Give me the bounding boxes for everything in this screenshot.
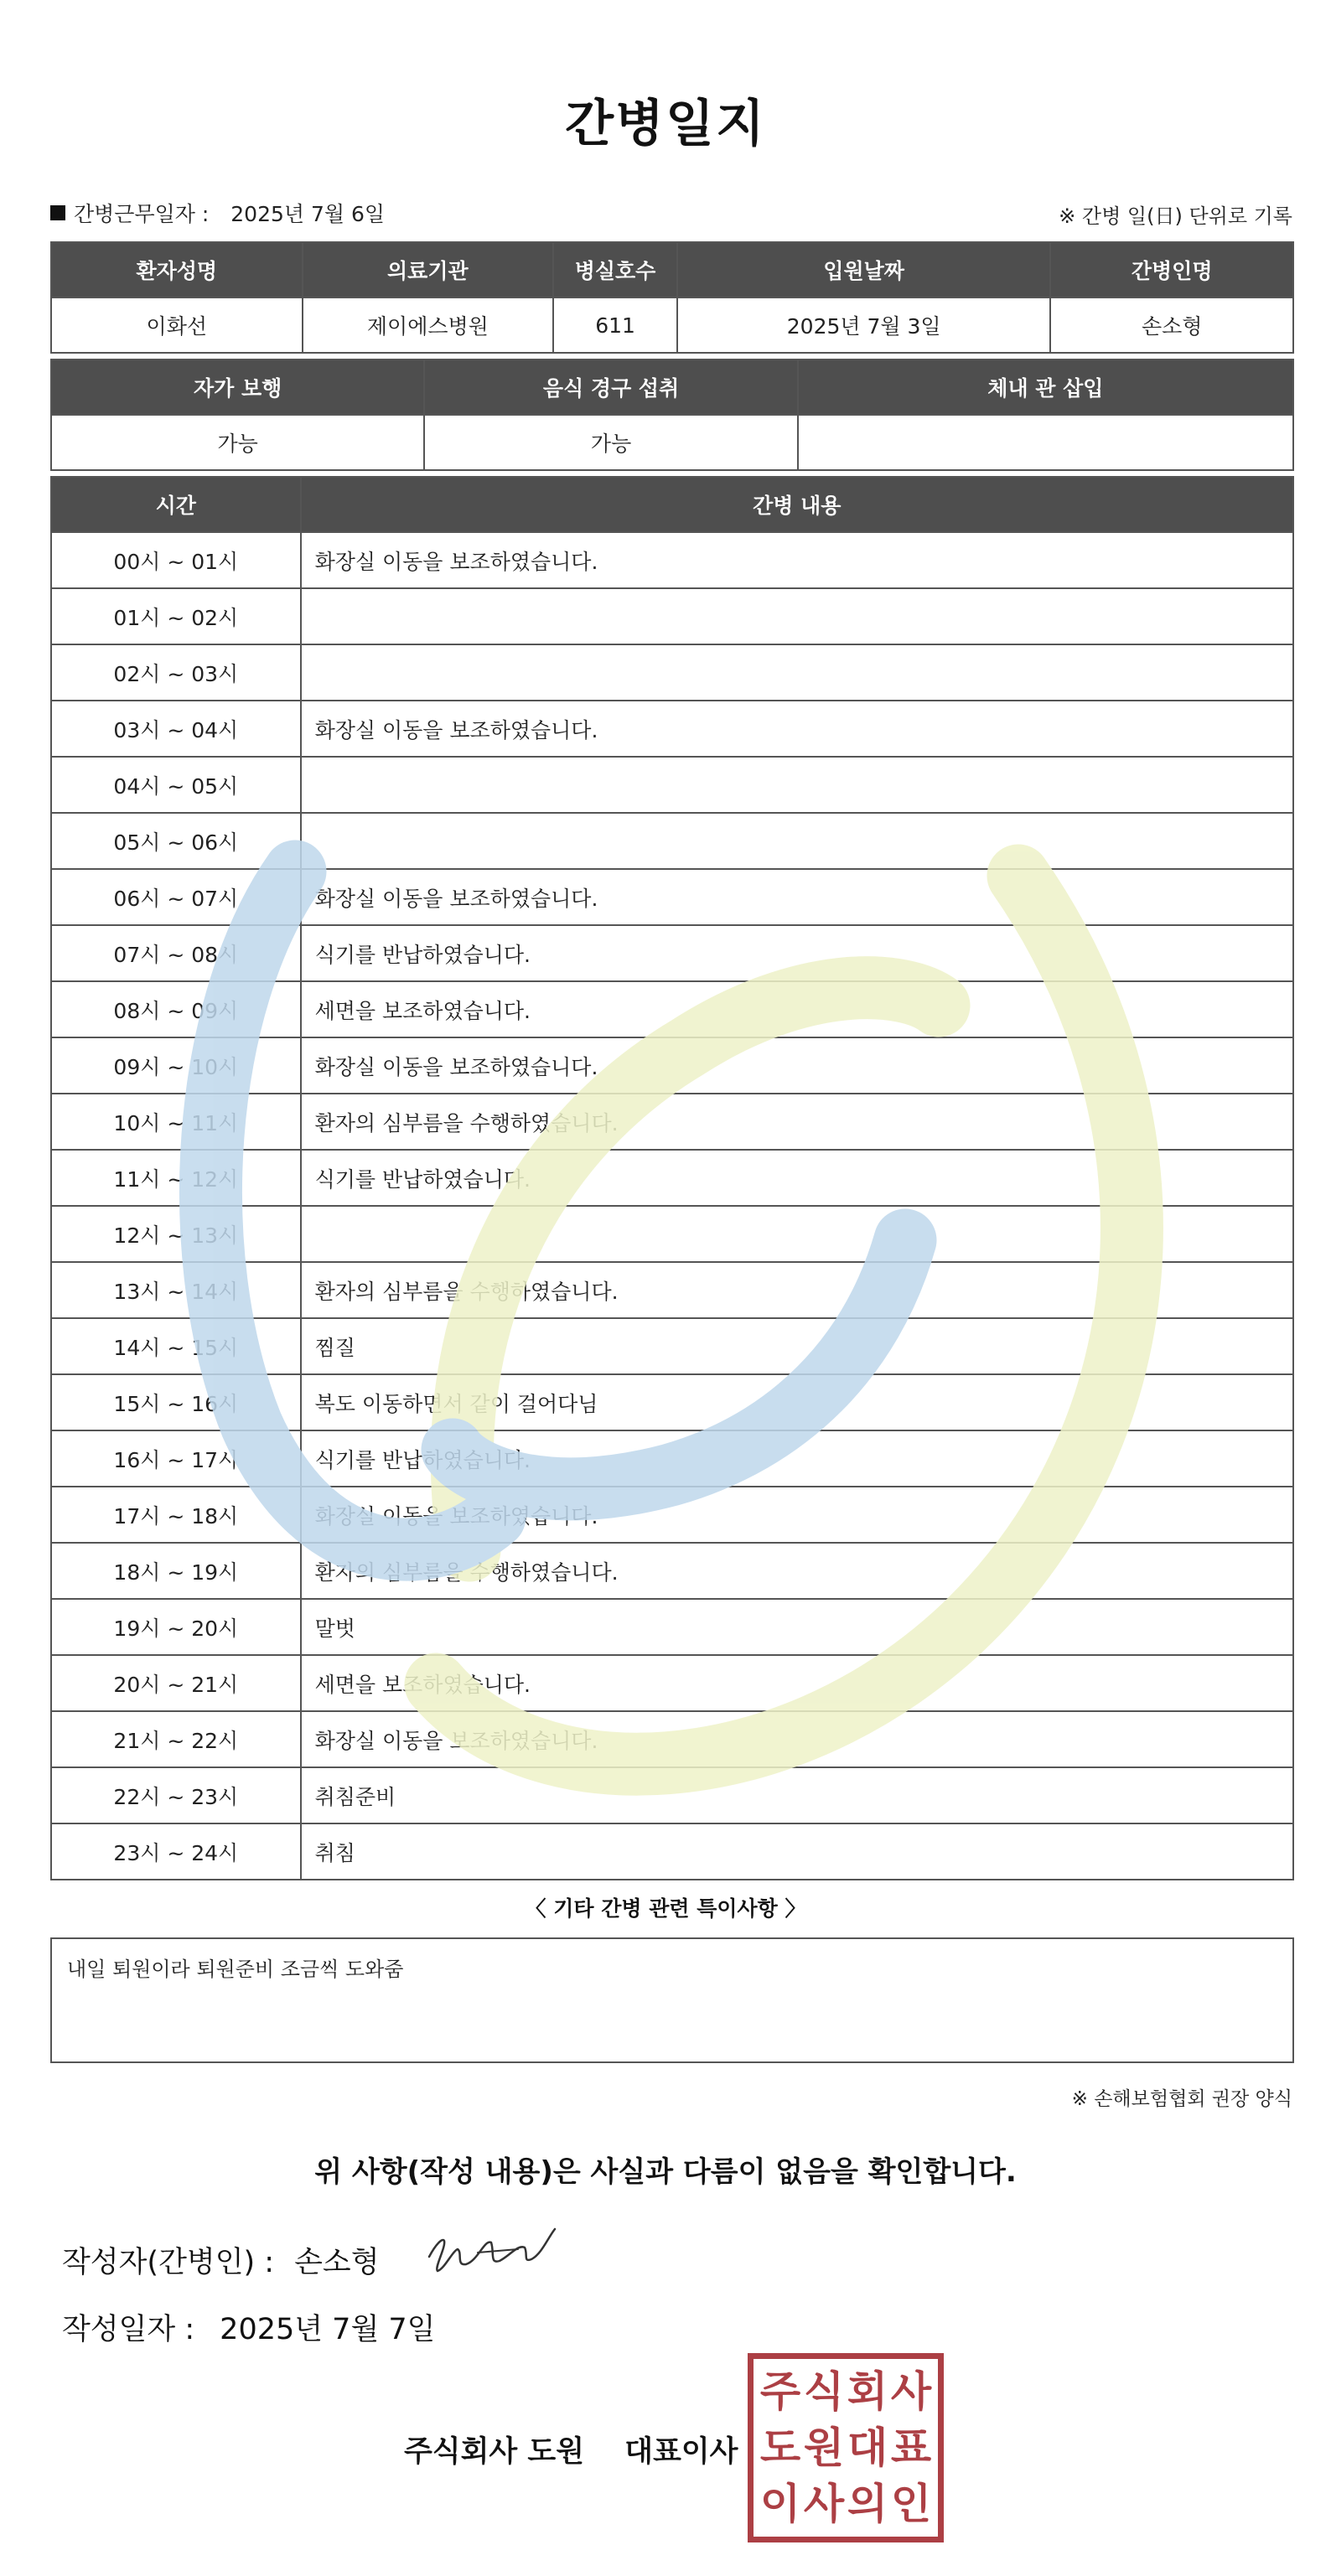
- patient-info-table: [50, 241, 1294, 354]
- content-cell: [301, 588, 1293, 644]
- writer-name: 손소형: [294, 2246, 380, 2279]
- time-cell: 21시 ~ 22시: [51, 1711, 301, 1767]
- content-cell: 찜질: [301, 1318, 1293, 1374]
- square-bullet-icon: [50, 205, 65, 220]
- content-cell: [301, 1206, 1293, 1262]
- time-cell: 04시 ~ 05시: [51, 757, 301, 813]
- header-tube-insertion: 체내 관 삽입: [798, 360, 1293, 415]
- seal-char: 표: [890, 2423, 932, 2472]
- content-cell: [301, 813, 1293, 869]
- time-cell: 01시 ~ 02시: [51, 588, 301, 644]
- time-cell: 14시 ~ 15시: [51, 1318, 301, 1374]
- caregiver-name: 손소형: [1050, 297, 1293, 353]
- table-row: [51, 1206, 1293, 1262]
- table-row: [51, 1094, 1293, 1150]
- content-cell: 세면을 보조하였습니다.: [301, 981, 1293, 1037]
- content-cell: 화장실 이동을 보조하였습니다.: [301, 1711, 1293, 1767]
- table-row: [51, 1037, 1293, 1094]
- table-row: [51, 1374, 1293, 1430]
- care-log-table: [50, 476, 1294, 1880]
- table-row: [51, 869, 1293, 925]
- time-cell: 15시 ~ 16시: [51, 1374, 301, 1430]
- time-cell: 17시 ~ 18시: [51, 1487, 301, 1543]
- table-row: [51, 925, 1293, 981]
- table-header-row: [51, 360, 1293, 415]
- time-cell: 12시 ~ 13시: [51, 1206, 301, 1262]
- seal-char: 주: [759, 2367, 801, 2417]
- notes-title: 〈 기타 간병 관련 특이사항 〉: [525, 1896, 806, 1921]
- time-cell: 20시 ~ 21시: [51, 1655, 301, 1711]
- content-cell: 말벗: [301, 1599, 1293, 1655]
- time-cell: 10시 ~ 11시: [51, 1094, 301, 1150]
- content-cell: [301, 757, 1293, 813]
- confirmation-statement: 위 사항(작성 내용)은 사실과 다름이 없음을 확인합니다.: [314, 2155, 1017, 2189]
- writer-label: 작성자(간병인) :: [62, 2246, 275, 2279]
- table-row: [51, 1262, 1293, 1318]
- time-cell: 16시 ~ 17시: [51, 1430, 301, 1487]
- time-cell: 18시 ~ 19시: [51, 1543, 301, 1599]
- table-row: [51, 588, 1293, 644]
- header-care-content: 간병 내용: [301, 477, 1293, 532]
- work-date-label: 간병근무일자 :: [74, 202, 210, 226]
- seal-char: 식: [803, 2367, 845, 2417]
- content-cell: 환자의 심부름을 수행하였습니다.: [301, 1094, 1293, 1150]
- table-header-row: [51, 477, 1293, 532]
- time-cell: 05시 ~ 06시: [51, 813, 301, 869]
- content-cell: 화장실 이동을 보조하였습니다.: [301, 1487, 1293, 1543]
- content-cell: [301, 644, 1293, 701]
- table-row: [51, 1150, 1293, 1206]
- content-cell: 화장실 이동을 보조하였습니다.: [301, 1037, 1293, 1094]
- time-cell: 11시 ~ 12시: [51, 1150, 301, 1206]
- company-signature: [404, 2429, 738, 2470]
- company-name: 주식회사 도원: [404, 2435, 585, 2469]
- unit-note: ※ 간병 일(日) 단위로 기록: [1059, 204, 1292, 228]
- table-row: [51, 701, 1293, 757]
- seal-char: 회: [847, 2367, 888, 2417]
- content-cell: 취침: [301, 1823, 1293, 1880]
- time-cell: 02시 ~ 03시: [51, 644, 301, 701]
- signature: [419, 2219, 570, 2286]
- header-walking: 자가 보행: [51, 360, 424, 415]
- seal-char: 인: [890, 2479, 932, 2528]
- table-row: [51, 1711, 1293, 1767]
- content-cell: 식기를 반납하였습니다.: [301, 925, 1293, 981]
- representative-title: 대표이사: [624, 2435, 738, 2469]
- time-cell: 07시 ~ 08시: [51, 925, 301, 981]
- seal-char: 대: [847, 2423, 888, 2472]
- seal-char: 원: [803, 2423, 845, 2472]
- written-date-line: [62, 2306, 435, 2348]
- table-row: [51, 415, 1293, 470]
- page-title: 간병일지: [565, 95, 766, 153]
- header-admission-date: 입원날짜: [677, 242, 1050, 297]
- header-hospital: 의료기관: [303, 242, 554, 297]
- table-row: [51, 1767, 1293, 1823]
- table-row: [51, 1543, 1293, 1599]
- content-cell: 환자의 심부름을 수행하였습니다.: [301, 1262, 1293, 1318]
- walking-value: 가능: [51, 415, 424, 470]
- time-cell: 09시 ~ 10시: [51, 1037, 301, 1094]
- seal-characters: [759, 2364, 933, 2532]
- header-caregiver-name: 간병인명: [1050, 242, 1293, 297]
- time-cell: 22시 ~ 23시: [51, 1767, 301, 1823]
- table-row: [51, 981, 1293, 1037]
- table-row: [51, 813, 1293, 869]
- room-number: 611: [553, 297, 677, 353]
- table-row: [51, 1655, 1293, 1711]
- content-cell: 식기를 반납하였습니다.: [301, 1150, 1293, 1206]
- content-cell: 화장실 이동을 보조하였습니다.: [301, 701, 1293, 757]
- table-row: [51, 297, 1293, 353]
- notes-content: 내일 퇴원이라 퇴원준비 조금씩 도와줌: [50, 1937, 1294, 2063]
- content-cell: 세면을 보조하였습니다.: [301, 1655, 1293, 1711]
- hospital: 제이에스병원: [303, 297, 554, 353]
- time-cell: 23시 ~ 24시: [51, 1823, 301, 1880]
- content-cell: 화장실 이동을 보조하였습니다.: [301, 532, 1293, 588]
- header-room: 병실호수: [553, 242, 677, 297]
- table-header-row: [51, 242, 1293, 297]
- writer-line: [62, 2239, 380, 2281]
- seal-char: 도: [759, 2423, 801, 2472]
- header-patient-name: 환자성명: [51, 242, 303, 297]
- seal-char: 사: [890, 2367, 932, 2417]
- work-date: [50, 198, 385, 228]
- table-row: [51, 532, 1293, 588]
- seal-char: 사: [803, 2479, 845, 2528]
- care-log-body: [51, 532, 1293, 1880]
- table-row: [51, 644, 1293, 701]
- patient-status-table: [50, 359, 1294, 471]
- table-row: [51, 1599, 1293, 1655]
- content-cell: 화장실 이동을 보조하였습니다.: [301, 869, 1293, 925]
- written-date-value: 2025년 7월 7일: [220, 2313, 436, 2346]
- admission-date: 2025년 7월 3일: [677, 297, 1050, 353]
- time-cell: 08시 ~ 09시: [51, 981, 301, 1037]
- content-cell: 환자의 심부름을 수행하였습니다.: [301, 1543, 1293, 1599]
- table-row: [51, 1430, 1293, 1487]
- time-cell: 03시 ~ 04시: [51, 701, 301, 757]
- header-time: 시간: [51, 477, 301, 532]
- table-row: [51, 757, 1293, 813]
- table-row: [51, 1487, 1293, 1543]
- work-date-value: 2025년 7월 6일: [230, 202, 386, 226]
- table-row: [51, 1823, 1293, 1880]
- time-cell: 06시 ~ 07시: [51, 869, 301, 925]
- written-date-label: 작성일자 :: [62, 2313, 195, 2346]
- time-cell: 13시 ~ 14시: [51, 1262, 301, 1318]
- recommend-note: ※ 손해보험협회 권장 양식: [1071, 2088, 1292, 2110]
- time-cell: 19시 ~ 20시: [51, 1599, 301, 1655]
- company-seal: [748, 2353, 944, 2542]
- tube-insertion-value: [798, 415, 1293, 470]
- content-cell: 취침준비: [301, 1767, 1293, 1823]
- patient-name: 이화선: [51, 297, 303, 353]
- table-row: [51, 1318, 1293, 1374]
- content-cell: 식기를 반납하였습니다.: [301, 1430, 1293, 1487]
- content-cell: 복도 이동하면서 같이 걸어다님: [301, 1374, 1293, 1430]
- header-oral-intake: 음식 경구 섭취: [424, 360, 797, 415]
- oral-intake-value: 가능: [424, 415, 797, 470]
- time-cell: 00시 ~ 01시: [51, 532, 301, 588]
- seal-char: 의: [847, 2479, 888, 2528]
- seal-char: 이: [759, 2479, 801, 2528]
